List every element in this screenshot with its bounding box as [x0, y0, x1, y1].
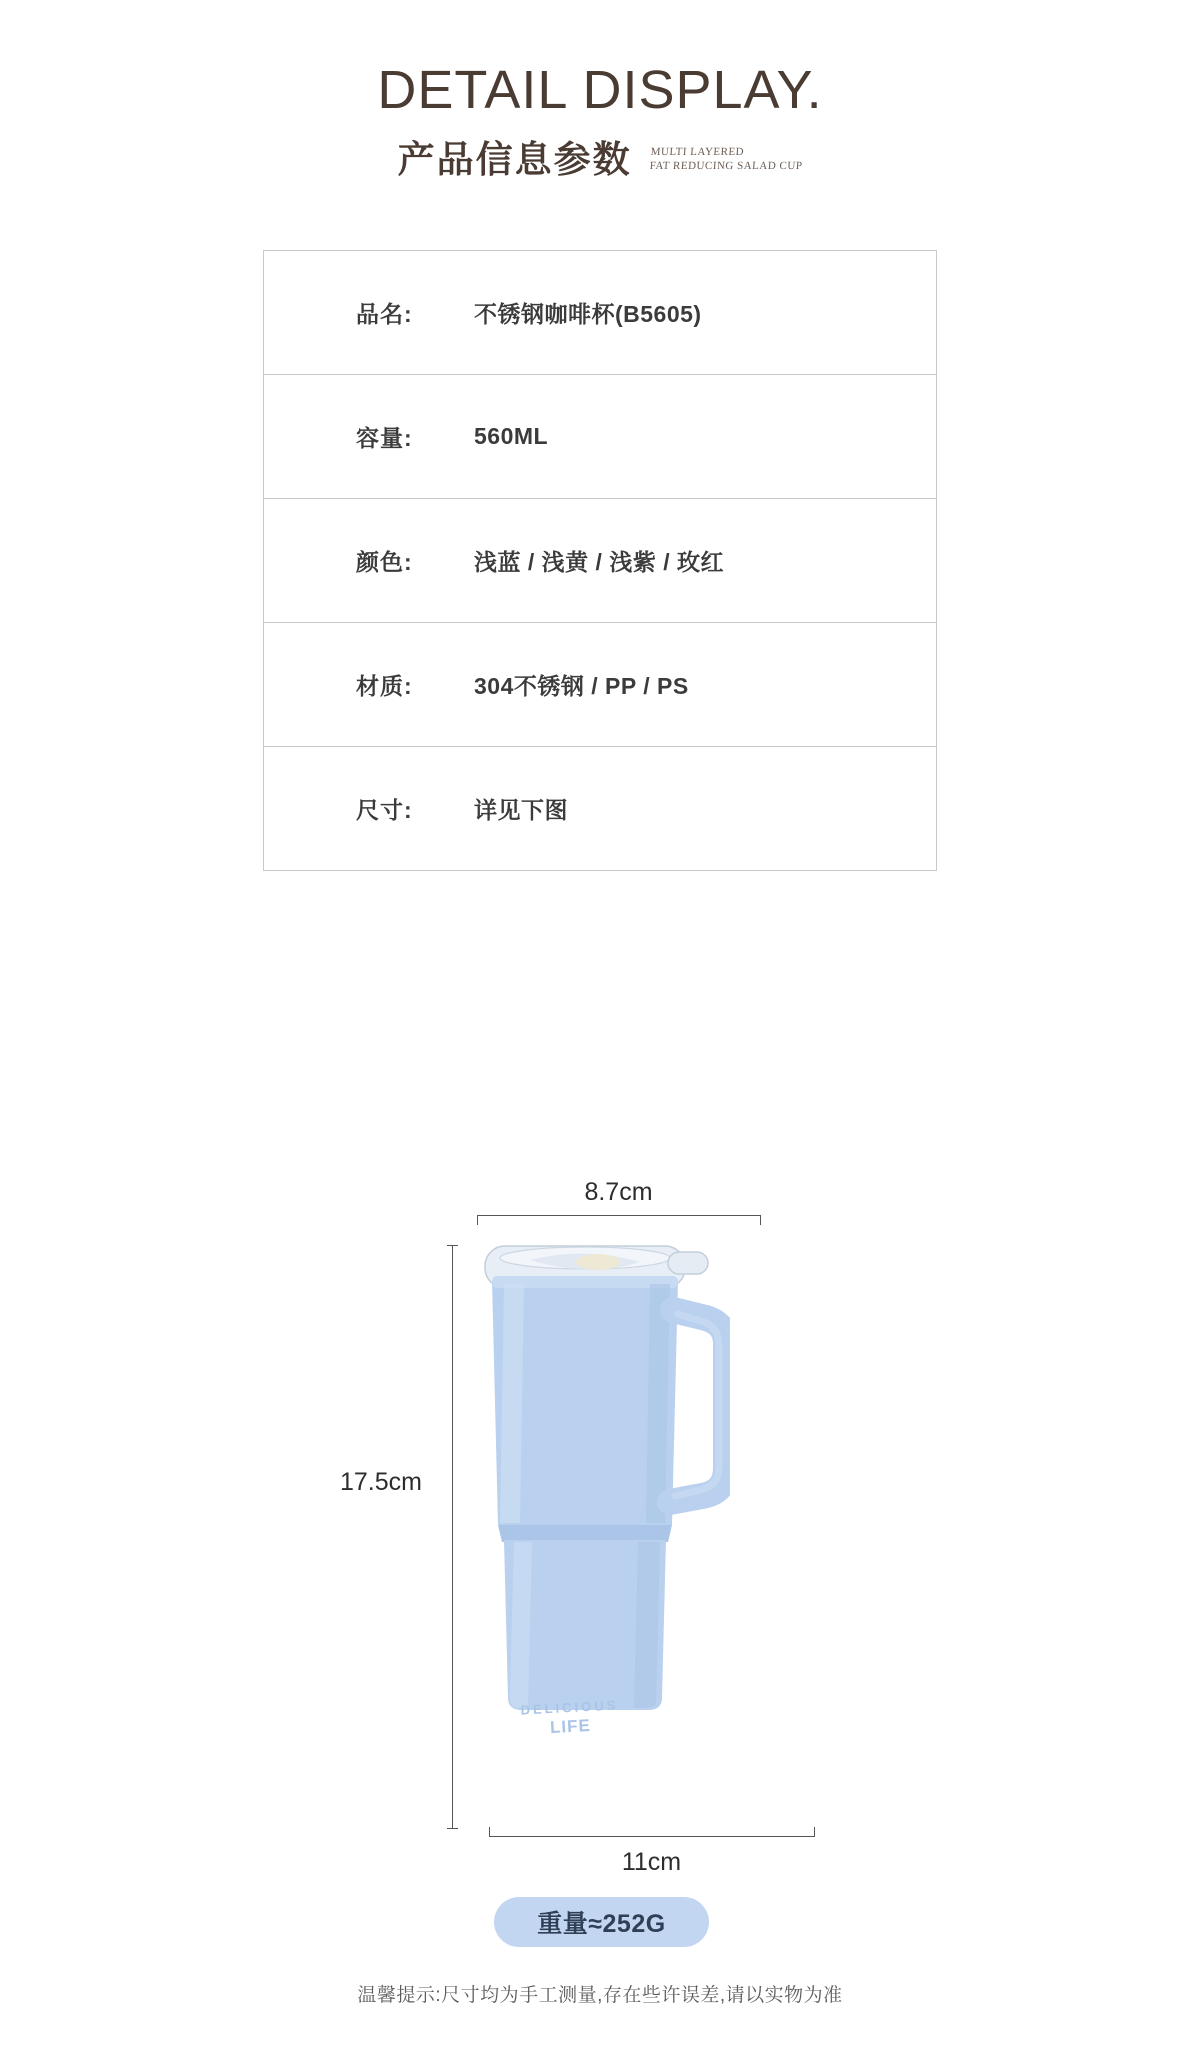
tagline-line-1: MULTI LAYERED [649, 146, 745, 159]
tagline-line-2: FAT REDUCING SALAD CUP [648, 159, 803, 172]
table-row [264, 747, 936, 871]
cup-body [492, 1276, 678, 1525]
top-width-label: 8.7cm [584, 1178, 653, 1206]
footer-note: 温馨提示:尺寸均为手工测量,存在些许误差,请以实物为准 [357, 1985, 843, 2006]
page-header [0, 0, 1200, 178]
bottom-width-label: 11cm [621, 1848, 682, 1876]
top-width-dimension-line [477, 1215, 760, 1216]
spec-label: 颜色: [356, 548, 413, 575]
subtitle-tagline [649, 146, 804, 178]
table-row [264, 623, 936, 747]
table-row [264, 251, 936, 375]
spec-value: 浅蓝 / 浅黄 / 浅紫 / 玫红 [474, 548, 725, 575]
cup-brand-text [504, 1697, 636, 1741]
spec-table [263, 250, 937, 871]
brand-word-text: LIFE [549, 1715, 592, 1738]
spec-label: 材质: [356, 672, 413, 699]
brand-arc-text: DELICIOUS [520, 1697, 619, 1718]
cup-handle [670, 1310, 726, 1502]
bottom-width-tick-left [489, 1827, 490, 1837]
spec-value: 详见下图 [474, 796, 568, 823]
table-row [264, 499, 936, 623]
top-width-tick-left [477, 1215, 478, 1225]
bottom-width-tick-right [814, 1827, 815, 1837]
cup-illustration [470, 1240, 730, 1845]
cup-base [498, 1525, 672, 1710]
height-tick-top [447, 1245, 458, 1246]
bottom-width-dimension-line [489, 1836, 814, 1837]
spec-label: 容量: [356, 424, 413, 451]
spec-value: 304不锈钢 / PP / PS [474, 672, 689, 699]
subtitle-row [0, 138, 1200, 180]
height-tick-bottom [447, 1828, 458, 1829]
page-title: DETAIL DISPLAY. [377, 60, 823, 120]
weight-badge: 重量≈252G [494, 1897, 709, 1947]
spec-label: 尺寸: [356, 796, 413, 823]
spec-value: 不锈钢咖啡杯(B5605) [474, 300, 702, 327]
spec-label: 品名: [356, 300, 413, 327]
page-subtitle: 产品信息参数 [397, 138, 632, 180]
top-width-tick-right [760, 1215, 761, 1225]
spec-value: 560ML [474, 422, 549, 449]
height-label: 17.5cm [340, 1468, 422, 1496]
height-dimension-line [452, 1245, 453, 1828]
table-row [264, 375, 936, 499]
